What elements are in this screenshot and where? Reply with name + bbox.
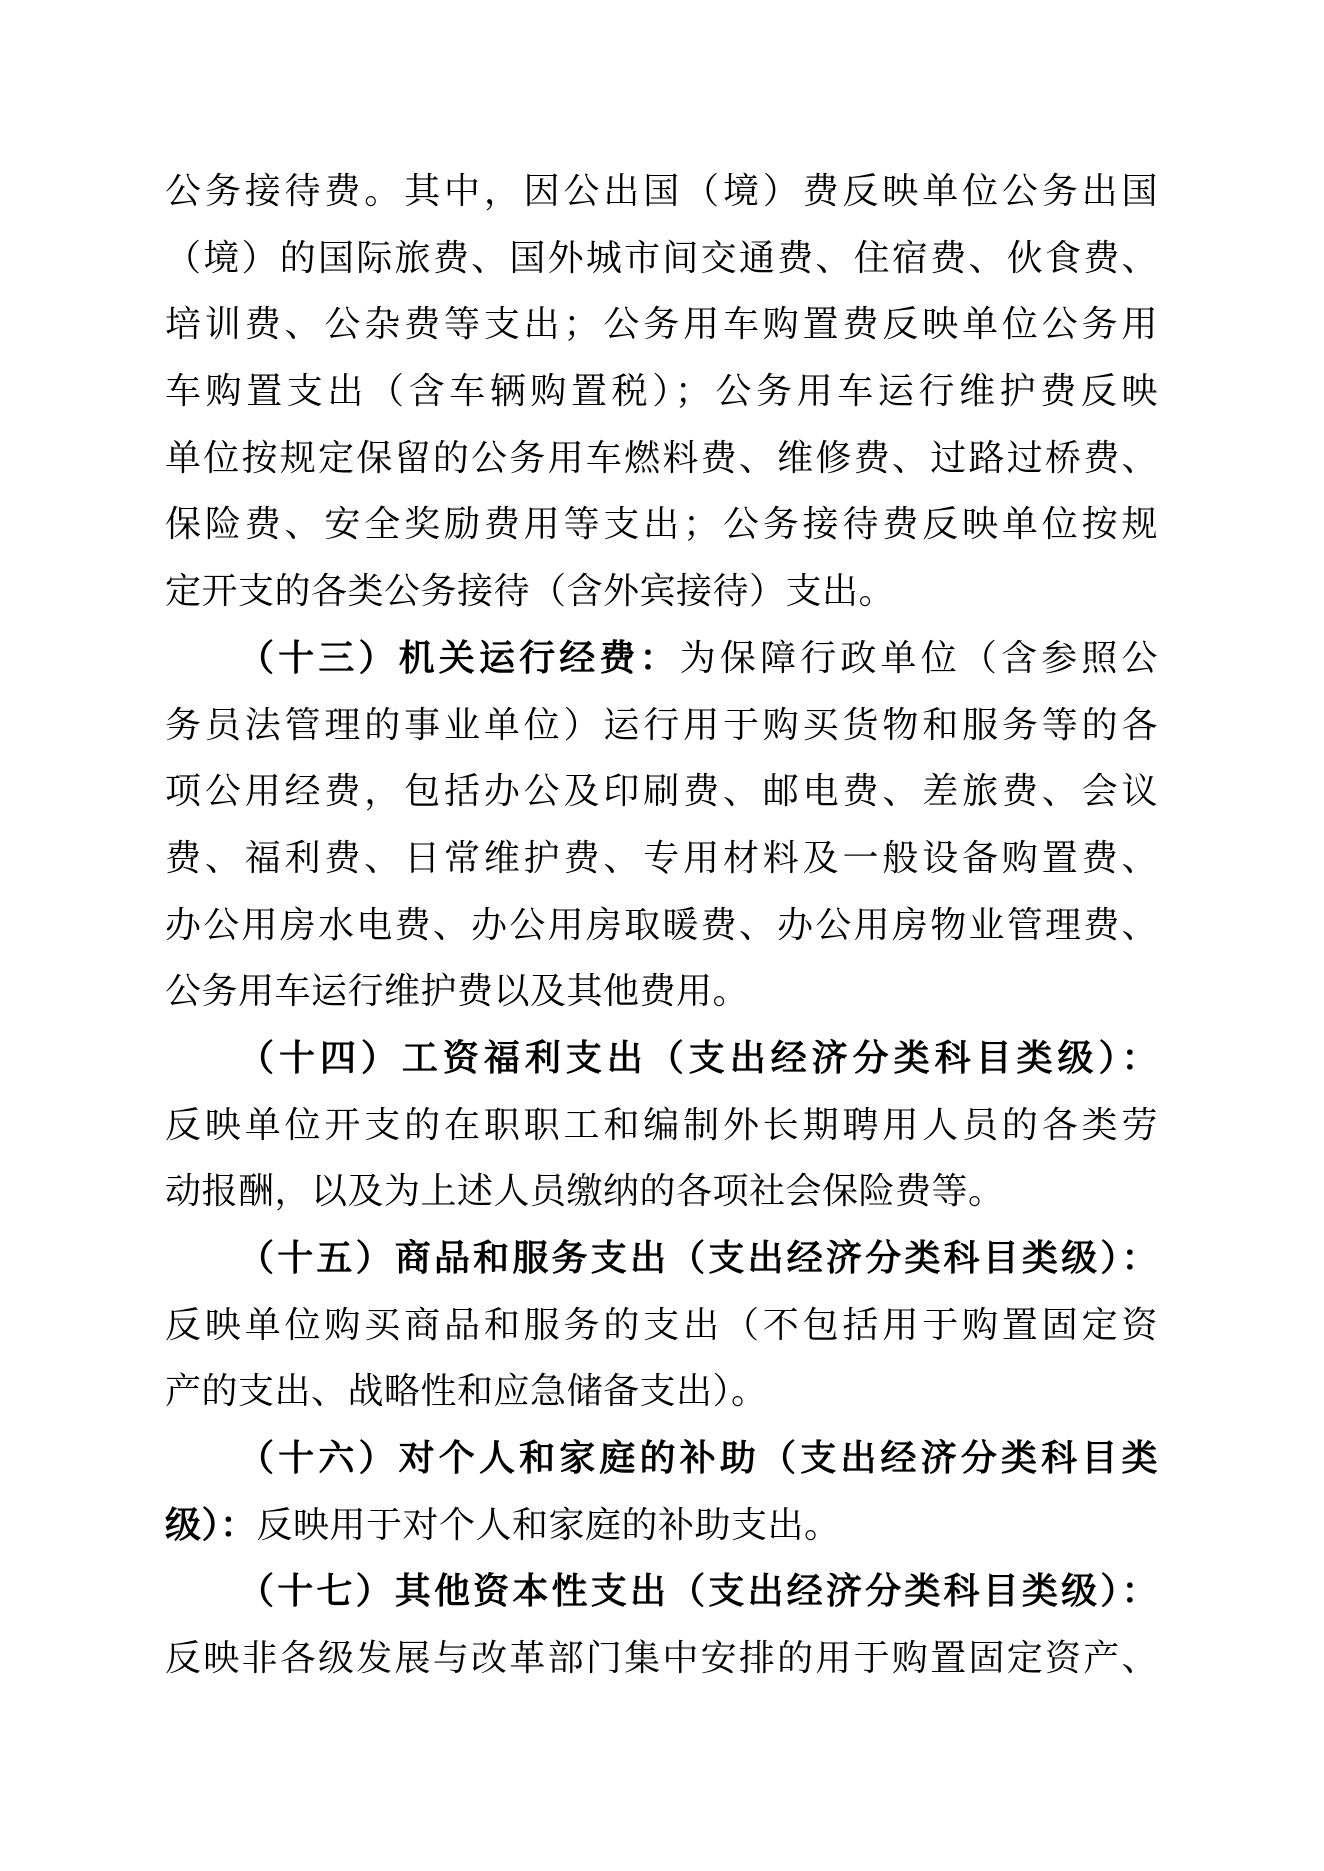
- body-run: 反映单位购买商品和服务的支出（不包括用于购置固定资: [165, 1304, 1158, 1345]
- body-run: 单位按规定保留的公务用车燃料费、维修费、过路过桥费、: [165, 437, 1158, 478]
- body-run: 项公用经费，包括办公及印刷费、邮电费、差旅费、会议: [165, 771, 1158, 812]
- heading-run: （十七）其他资本性支出（支出经济分类科目类级）：: [238, 1571, 1158, 1612]
- heading-run: （十四）工资福利支出（支出经济分类科目类级）：: [238, 1037, 1158, 1078]
- body-run: 保险费、安全奖励费用等支出；公务接待费反映单位按规: [165, 504, 1158, 545]
- text-line: [165, 291, 1158, 358]
- text-line: [165, 1292, 1158, 1359]
- text-line: [165, 1025, 1158, 1092]
- body-run: 反映用于对个人和家庭的补助支出。: [256, 1504, 841, 1545]
- text-line: [165, 958, 1158, 1025]
- text-line: [165, 892, 1158, 959]
- body-run: 定开支的各类公务接待（含外宾接待）支出。: [165, 571, 896, 612]
- body-run: （境）的国际旅费、国外城市间交通费、住宿费、伙食费、: [165, 237, 1158, 278]
- body-run: 费、福利费、日常维护费、专用材料及一般设备购置费、: [165, 837, 1158, 878]
- text-line: [165, 158, 1158, 225]
- text-line: [165, 358, 1158, 425]
- body-run: 反映单位开支的在职职工和编制外长期聘用人员的各类劳: [165, 1104, 1158, 1145]
- text-line: [165, 425, 1158, 492]
- body-run: 反映非各级发展与改革部门集中安排的用于购置固定资产、: [165, 1638, 1158, 1679]
- document-body: [165, 158, 1158, 1692]
- body-run: 办公用房水电费、办公用房取暖费、办公用房物业管理费、: [165, 904, 1158, 945]
- heading-run: （十三）机关运行经费：: [238, 637, 680, 678]
- body-run: 动报酬，以及为上述人员缴纳的各项社会保险费等。: [165, 1171, 1005, 1212]
- text-line: [165, 625, 1158, 692]
- text-line: [165, 1492, 1158, 1559]
- text-line: [165, 558, 1158, 625]
- text-line: [165, 1158, 1158, 1225]
- body-run: 车购置支出（含车辆购置税）；公务用车运行维护费反映: [165, 371, 1158, 412]
- text-line: [165, 1092, 1158, 1159]
- text-line: [165, 692, 1158, 759]
- text-line: [165, 758, 1158, 825]
- body-run: 产的支出、战略性和应急储备支出）。: [165, 1371, 768, 1412]
- text-line: [165, 825, 1158, 892]
- text-line: [165, 1425, 1158, 1492]
- body-run: 务员法管理的事业单位）运行用于购买货物和服务等的各: [165, 704, 1158, 745]
- body-run: 为保障行政单位（含参照公: [679, 637, 1158, 678]
- heading-run: 级）：: [165, 1504, 257, 1545]
- text-line: [165, 1625, 1158, 1692]
- text-line: [165, 225, 1158, 292]
- text-line: [165, 1358, 1158, 1425]
- heading-run: （十五）商品和服务支出（支出经济分类科目类级）：: [238, 1238, 1158, 1278]
- body-run: 公务接待费。其中，因公出国（境）费反映单位公务出国: [165, 171, 1158, 211]
- heading-run: （十六）对个人和家庭的补助（支出经济分类科目类: [238, 1438, 1158, 1479]
- body-run: 培训费、公杂费等支出；公务用车购置费反映单位公务用: [165, 304, 1158, 345]
- text-line: [165, 1225, 1158, 1292]
- text-line: [165, 491, 1158, 558]
- body-run: 公务用车运行维护费以及其他费用。: [165, 971, 750, 1012]
- text-line: [165, 1558, 1158, 1625]
